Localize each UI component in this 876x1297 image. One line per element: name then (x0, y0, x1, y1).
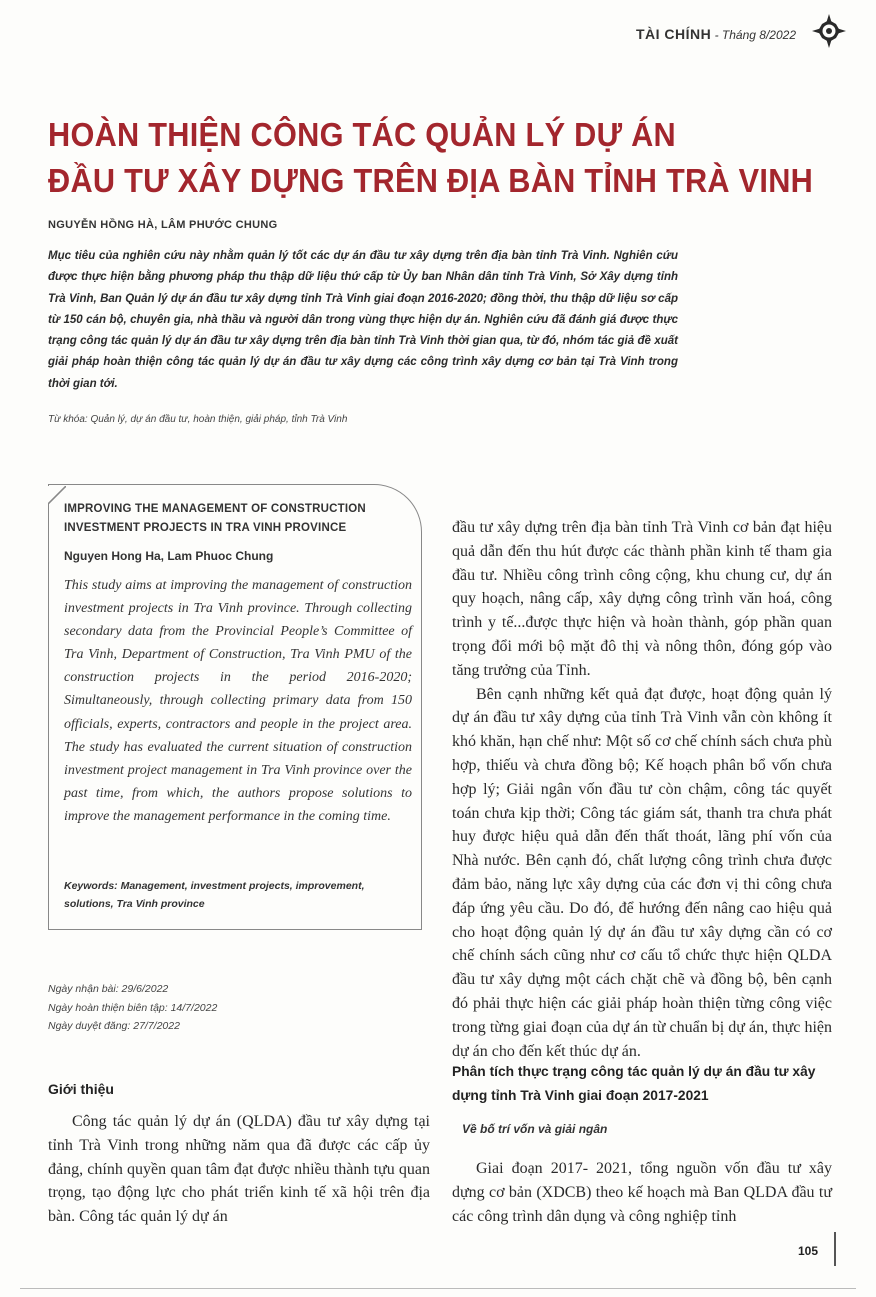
date-revised: Ngày hoàn thiện biên tập: 14/7/2022 (48, 1001, 218, 1014)
running-header (636, 26, 796, 42)
column-2-text (452, 516, 832, 1063)
article-title (48, 112, 838, 204)
keywords-vi: Từ khóa: Quản lý, dự án đầu tư, hoàn thiện, giải pháp, tỉnh Trà Vinh (48, 414, 348, 425)
authors: NGUYỄN HỒNG HÀ, LÂM PHƯỚC CHUNG (48, 219, 278, 231)
title-line-1: HOÀN THIỆN CÔNG TÁC QUẢN LÝ DỰ ÁN (48, 116, 676, 153)
page-edge-line (20, 1288, 856, 1289)
english-title: IMPROVING THE MANAGEMENT OF CONSTRUCTION INVESTMENT PROJECTS IN TRA VINH PROVINCE (64, 503, 366, 534)
subsection-heading: Về bố trí vốn và giải ngân (462, 1122, 608, 1136)
english-authors: Nguyen Hong Ha, Lam Phuoc Chung (64, 549, 274, 563)
column-2-bottom (452, 1157, 832, 1228)
abstract-vi: Mục tiêu của nghiên cứu này nhằm quản lý tốt các dự án đầu tư xây dựng trên địa bàn tỉnh Trà Vinh. Nghiên cứu được thực hiện bằng phương pháp thu thập dữ liệu thứ cấp từ Ủy ban Nhân dân tỉnh Trà Vinh, Sở Xây dựng tỉnh Trà Vinh, Ban Quản lý dự án đầu tư xây dựng tỉnh Trà Vinh giai đoạn 2016-2020; đồng thời, thu thập dữ liệu sơ cấp từ 150 cán bộ, chuyên gia, nhà thầu và người dân trong vùng thực hiện dự án. Nghiên cứu đã đánh giá được thực trạng công tác quản lý dự án đầu tư xây dựng trên địa bàn tỉnh Trà Vinh thời gian qua, từ đó, nhóm tác giả đề xuất giải pháp hoàn thiện công tác quản lý dự án đầu tư xây dựng các công trình xây dựng cơ bản tại Trà Vinh trong thời gian tới. (48, 250, 678, 390)
english-keywords: Keywords: Management, investment projects, improvement, solutions, Tra Vinh province (64, 880, 365, 910)
intro-paragraph: Công tác quản lý dự án (QLDA) đầu tư xây dựng tại tỉnh Trà Vinh trong những năm qua đã được các cấp ủy đảng, chính quyền quan tâm đạt được nhiều thành tựu quan trọng, tạo động lực cho phát triển kinh tế xã hội trên địa bàn. Công tác quản lý dự án (48, 1113, 430, 1226)
paragraph-3: Giai đoạn 2017- 2021, tổng nguồn vốn đầu tư xây dựng cơ bản (XDCB) theo kế hoạch mà Ban QLDA đầu tư các công trình dân dụng và công nghiệp tỉnh (452, 1160, 832, 1225)
issue-date: - Tháng 8/2022 (711, 28, 796, 42)
paragraph-continued: đầu tư xây dựng trên địa bàn tỉnh Trà Vinh cơ bản đạt hiệu quả dẫn đến thu hút được các thành phần kinh tế tham gia đầu tư. Nhiều công trình công cộng, khu chung cư, dự án quy hoạch, nâng cấp, xây dựng công trình văn hoá, công trình y tế...được thực hiện và hoàn thành, góp phần quan trọng đổi mới bộ mặt đô thị và nông thôn, đóng góp vào tăng trưởng của Tỉnh. (452, 519, 832, 679)
magazine-name: TÀI CHÍNH (635, 26, 712, 42)
section-heading: Phân tích thực trạng công tác quản lý dự án đầu tư xây dựng tỉnh Trà Vinh giai đoạn 2017-2021 (452, 1064, 816, 1103)
english-abstract: This study aims at improving the management of construction investment projects in Tra Vinh province. Through collecting secondary data from the Provincial People’s Committee of Tra Vinh, Department of Construction, Tra Vinh PMU of the construction projects in the period 2016-2020; Simultaneously, through collecting primary data from 150 officials, experts, contractors and people in the project area. The study has evaluated the current situation of construction investment project management in Tra Vinh province over the past time, from which, the authors propose solutions to improve the management performance in the coming time. (64, 578, 412, 824)
submission-dates (48, 980, 217, 1036)
title-line-2: ĐẦU TƯ XÂY DỰNG TRÊN ĐỊA BÀN TỈNH TRÀ VINH (48, 162, 814, 199)
intro-heading: Giới thiệu (48, 1081, 114, 1097)
paragraph-2: Bên cạnh những kết quả đạt được, hoạt động quản lý dự án đầu tư xây dựng của tỉnh Trà Vinh vẫn còn không ít khó khăn, hạn chế như: Một số cơ chế chính sách chưa phù hợp, thiếu và chưa đồng bộ; Kế hoạch phân bổ vốn chưa hợp lý; Giải ngân vốn đầu tư còn chậm, công tác quyết toán chưa kịp thời; Công tác giám sát, thanh tra chưa phát huy được hiệu quả dẫn đến thất thoát, lãng phí vốn của Nhà nước. Bên cạnh đó, chất lượng công trình chưa được đảm bảo, năng lực xây dựng của các đơn vị thi công chưa đáp ứng yêu cầu. Do đó, để hướng đến nâng cao hiệu quả cho hoạt động quản lý dự án đầu tư xây dựng cần có cơ chế chính sách cũng như cơ cấu tổ chức thực hiện QLDA đầu tư xây dựng một cách chặt chẽ và đồng bộ, bên cạnh đó phải thực hiện các giải pháp hoàn thiện từng công việc trong từng giai đoạn của dự án từ chuẩn bị dự án, thực hiện dự án cho đến kết thúc dự án. (452, 685, 832, 1060)
date-accepted: Ngày duyệt đăng: 27/7/2022 (48, 1020, 180, 1032)
page-number-bar (834, 1232, 836, 1266)
compass-star-icon (812, 14, 846, 48)
page-number: 105 (797, 1244, 818, 1258)
date-received: Ngày nhận bài: 29/6/2022 (48, 983, 169, 995)
intro-text (48, 1110, 430, 1229)
